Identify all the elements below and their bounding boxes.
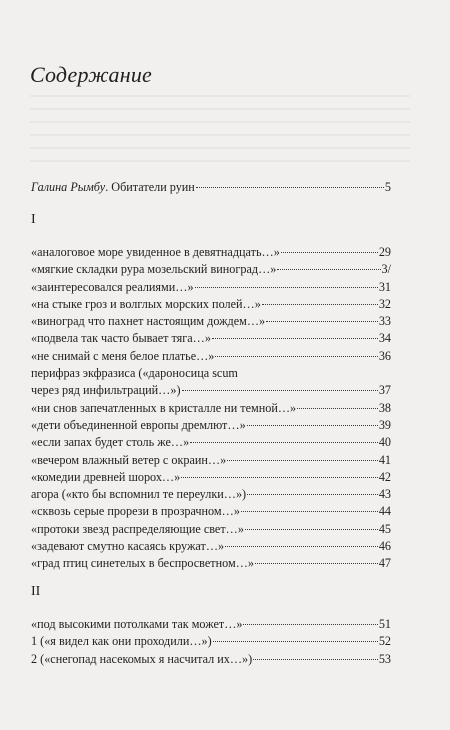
toc-entry: «град птиц синетелых в беспросветном…» 47 [31,556,391,571]
toc-entry: «заинтересовался реалиями…» 31 [31,279,391,294]
toc-entry: «подвела так часто бывает тяга…» 34 [31,331,391,346]
toc-entry: «аналоговое море увиденное в девятнадцать…» 29 [31,245,391,259]
toc-entry: «под высокими потолками так может…» 51 [31,617,391,631]
toc-entry: «протоки звезд распределяющие свет…» 45 [31,521,391,536]
section-2-entries [31,616,391,668]
toc-entry: «не снимай с меня белое платье…» 36 [31,348,391,363]
section-1-entries [31,244,391,573]
page-number: 5 [384,180,391,194]
toc-entry: «комедии древней шорох…» 42 [31,469,391,484]
page-title: Содержание [30,62,153,87]
toc-entry: «виноград что пахнет настоящим дождем…» 33 [31,314,391,329]
toc-entry-line: перифраз экфразиса («дароносица scum [31,366,238,381]
toc-entry: агора («кто бы вспомнил те переулки…») 43 [31,487,391,502]
toc-entry: «мягкие складки рура мозельский виноград…» 3/ [31,262,391,277]
toc-entry: 1 («я видел как они проходили…») 52 [31,634,391,649]
lead-title: . Обитатели руин [105,180,195,194]
toc-entry: «дети объединенной европы дремлют…» 39 [31,417,391,432]
bleed-through-text [30,88,410,168]
section-heading-2: II [31,584,41,599]
toc-entry: 2 («снегопад насекомых я насчитал их…») 53 [31,651,391,666]
section-heading-1: I [31,212,36,227]
toc-entry: «задевают смутно касаясь кружат…» 46 [31,539,391,554]
toc-entry: «ни снов запечатленных в кристалле ни темной…» 38 [31,400,391,415]
lead-author: Галина Рымбу [31,180,106,194]
leader-dots [196,187,384,188]
toc-entry: «вечером влажный ветер с окраин…» 41 [31,452,391,467]
toc-entry: «на стыке гроз и волглых морских полей…» 32 [31,296,391,311]
toc-entry: через ряд инфильтраций…») 37 [31,383,391,398]
toc-lead-entry [31,179,391,196]
toc-entry: «сквозь серые прорези в прозрачном…» 44 [31,504,391,519]
toc-entry: «если запах будет столь же…» 40 [31,435,391,450]
